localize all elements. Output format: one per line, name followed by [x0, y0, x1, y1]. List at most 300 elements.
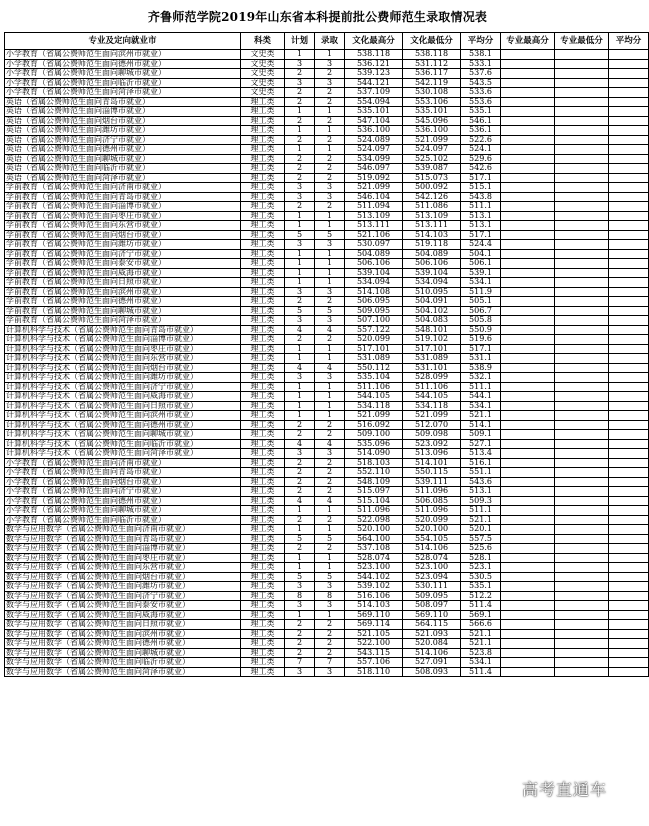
value-cell — [609, 449, 649, 459]
value-cell: 505.1 — [461, 297, 501, 307]
value-cell: 553.106 — [403, 97, 461, 107]
table-row — [5, 354, 649, 364]
value-cell — [501, 667, 555, 677]
table-row — [5, 259, 649, 269]
value-cell — [555, 430, 609, 440]
col-culture-avg: 平均分 — [461, 33, 501, 50]
value-cell: 1 — [315, 221, 345, 231]
value-cell: 521.1 — [461, 639, 501, 649]
value-cell: 文史类 — [241, 59, 285, 69]
value-cell: 506.106 — [345, 259, 403, 269]
value-cell — [555, 107, 609, 117]
value-cell — [609, 487, 649, 497]
value-cell: 536.100 — [403, 126, 461, 136]
value-cell: 546.1 — [461, 116, 501, 126]
major-cell: 小学教育（省属公费师范生面向烟台市就业） — [5, 477, 241, 487]
value-cell: 2 — [315, 515, 345, 525]
value-cell — [555, 610, 609, 620]
value-cell — [555, 316, 609, 326]
value-cell: 546.097 — [345, 164, 403, 174]
value-cell: 509.098 — [403, 430, 461, 440]
value-cell: 528.099 — [403, 373, 461, 383]
value-cell — [609, 50, 649, 60]
value-cell: 544.105 — [403, 392, 461, 402]
value-cell — [501, 420, 555, 430]
value-cell: 2 — [285, 629, 315, 639]
major-cell: 学前教育（省属公费师范生面向泰安市就业） — [5, 259, 241, 269]
value-cell: 506.106 — [403, 259, 461, 269]
value-cell: 523.8 — [461, 648, 501, 658]
major-cell: 计算机科学与技术（省属公费师范生面向滨州市就业） — [5, 411, 241, 421]
value-cell: 3 — [315, 316, 345, 326]
value-cell: 534.094 — [345, 278, 403, 288]
value-cell — [555, 50, 609, 60]
value-cell: 8 — [315, 591, 345, 601]
value-cell — [555, 278, 609, 288]
value-cell — [501, 468, 555, 478]
value-cell: 2 — [315, 116, 345, 126]
value-cell: 3 — [315, 287, 345, 297]
value-cell: 理工类 — [241, 601, 285, 611]
value-cell: 3 — [285, 667, 315, 677]
value-cell — [609, 240, 649, 250]
value-cell: 532.1 — [461, 373, 501, 383]
value-cell: 1 — [315, 145, 345, 155]
value-cell — [555, 88, 609, 98]
value-cell — [501, 458, 555, 468]
value-cell: 1 — [315, 610, 345, 620]
value-cell: 528.1 — [461, 553, 501, 563]
col-culture-min: 文化最低分 — [403, 33, 461, 50]
value-cell: 515.104 — [345, 496, 403, 506]
value-cell — [609, 268, 649, 278]
value-cell: 509.1 — [461, 430, 501, 440]
value-cell: 1 — [285, 563, 315, 573]
value-cell — [501, 259, 555, 269]
value-cell — [555, 173, 609, 183]
value-cell: 522.098 — [345, 515, 403, 525]
value-cell: 4 — [285, 363, 315, 373]
value-cell — [555, 639, 609, 649]
value-cell — [609, 306, 649, 316]
value-cell — [555, 230, 609, 240]
value-cell: 521.099 — [403, 411, 461, 421]
value-cell: 524.097 — [403, 145, 461, 155]
value-cell — [555, 439, 609, 449]
value-cell: 548.101 — [403, 325, 461, 335]
value-cell: 2 — [285, 135, 315, 145]
value-cell — [501, 287, 555, 297]
table-row — [5, 468, 649, 478]
value-cell: 1 — [315, 259, 345, 269]
value-cell: 539.1 — [461, 268, 501, 278]
value-cell — [555, 69, 609, 79]
value-cell: 理工类 — [241, 477, 285, 487]
value-cell: 2 — [315, 88, 345, 98]
value-cell — [501, 306, 555, 316]
table-body — [5, 50, 649, 677]
value-cell — [609, 477, 649, 487]
value-cell — [501, 107, 555, 117]
value-cell — [609, 116, 649, 126]
value-cell: 理工类 — [241, 173, 285, 183]
value-cell: 1 — [315, 553, 345, 563]
value-cell: 3 — [285, 240, 315, 250]
value-cell: 516.1 — [461, 458, 501, 468]
value-cell — [555, 553, 609, 563]
value-cell: 5 — [315, 534, 345, 544]
value-cell: 554.105 — [403, 534, 461, 544]
table-row — [5, 525, 649, 535]
major-cell: 学前教育（省属公费师范生面向聊城市就业） — [5, 306, 241, 316]
value-cell — [555, 221, 609, 231]
value-cell: 542.126 — [403, 192, 461, 202]
value-cell: 539.104 — [345, 268, 403, 278]
value-cell: 3 — [285, 287, 315, 297]
value-cell — [555, 259, 609, 269]
value-cell: 理工类 — [241, 278, 285, 288]
value-cell: 2 — [285, 297, 315, 307]
value-cell: 1 — [285, 50, 315, 60]
value-cell: 8 — [285, 591, 315, 601]
value-cell: 539.102 — [345, 582, 403, 592]
value-cell: 543.6 — [461, 477, 501, 487]
value-cell — [501, 525, 555, 535]
value-cell — [609, 88, 649, 98]
value-cell: 理工类 — [241, 610, 285, 620]
admission-table — [4, 32, 649, 677]
value-cell — [555, 648, 609, 658]
value-cell — [609, 78, 649, 88]
watermark: 高考直通车 — [521, 780, 607, 799]
value-cell: 2 — [315, 202, 345, 212]
value-cell: 550.115 — [403, 468, 461, 478]
value-cell: 理工类 — [241, 487, 285, 497]
value-cell: 2 — [315, 173, 345, 183]
value-cell: 510.095 — [403, 287, 461, 297]
value-cell — [501, 629, 555, 639]
value-cell — [501, 401, 555, 411]
value-cell: 513.096 — [403, 449, 461, 459]
major-cell: 计算机科学与技术（省属公费师范生面向聊城市就业） — [5, 430, 241, 440]
value-cell: 理工类 — [241, 287, 285, 297]
value-cell — [609, 97, 649, 107]
value-cell: 527.091 — [403, 658, 461, 668]
value-cell — [501, 154, 555, 164]
value-cell — [555, 582, 609, 592]
value-cell — [609, 373, 649, 383]
value-cell: 569.110 — [345, 610, 403, 620]
value-cell: 513.109 — [345, 211, 403, 221]
value-cell: 521.1 — [461, 629, 501, 639]
value-cell — [501, 563, 555, 573]
value-cell — [501, 145, 555, 155]
value-cell: 548.109 — [345, 477, 403, 487]
value-cell: 519.118 — [403, 240, 461, 250]
value-cell: 2 — [285, 154, 315, 164]
value-cell: 理工类 — [241, 268, 285, 278]
value-cell — [501, 487, 555, 497]
value-cell — [609, 183, 649, 193]
value-cell: 1 — [315, 211, 345, 221]
value-cell: 4 — [315, 496, 345, 506]
value-cell: 539.111 — [403, 477, 461, 487]
value-cell: 1 — [285, 525, 315, 535]
value-cell: 505.8 — [461, 316, 501, 326]
value-cell: 534.1 — [461, 401, 501, 411]
value-cell: 2 — [315, 629, 345, 639]
value-cell: 4 — [315, 363, 345, 373]
value-cell: 2 — [315, 468, 345, 478]
value-cell — [555, 59, 609, 69]
value-cell: 523.100 — [403, 563, 461, 573]
value-cell: 529.6 — [461, 154, 501, 164]
value-cell: 511.096 — [403, 506, 461, 516]
value-cell: 516.092 — [345, 420, 403, 430]
col-category: 科类 — [241, 33, 285, 50]
major-cell: 英语（省属公费师范生面向济宁市就业） — [5, 135, 241, 145]
value-cell: 553.6 — [461, 97, 501, 107]
value-cell — [609, 278, 649, 288]
table-row — [5, 126, 649, 136]
value-cell: 2 — [315, 544, 345, 554]
table-row — [5, 69, 649, 79]
value-cell — [555, 287, 609, 297]
value-cell — [501, 620, 555, 630]
value-cell: 3 — [315, 449, 345, 459]
value-cell — [609, 344, 649, 354]
value-cell: 1 — [315, 563, 345, 573]
value-cell: 理工类 — [241, 515, 285, 525]
value-cell — [609, 249, 649, 259]
value-cell: 554.094 — [345, 97, 403, 107]
table-row — [5, 88, 649, 98]
value-cell — [609, 563, 649, 573]
value-cell: 511.1 — [461, 202, 501, 212]
major-cell: 小学教育（省属公费师范生面向菏泽市就业） — [5, 88, 241, 98]
value-cell: 564.100 — [345, 534, 403, 544]
table-row — [5, 164, 649, 174]
value-cell: 理工类 — [241, 658, 285, 668]
value-cell: 527.1 — [461, 439, 501, 449]
value-cell: 512.070 — [403, 420, 461, 430]
value-cell: 理工类 — [241, 439, 285, 449]
value-cell: 2 — [285, 164, 315, 174]
value-cell — [555, 572, 609, 582]
value-cell: 504.102 — [403, 306, 461, 316]
value-cell — [501, 373, 555, 383]
table-row — [5, 544, 649, 554]
value-cell — [555, 544, 609, 554]
value-cell: 535.1 — [461, 582, 501, 592]
major-cell: 数学与应用数学（省属公费师范生面向淄博市就业） — [5, 544, 241, 554]
table-row — [5, 107, 649, 117]
value-cell: 5 — [285, 572, 315, 582]
major-cell: 学前教育（省属公费师范生面向日照市就业） — [5, 278, 241, 288]
value-cell — [609, 59, 649, 69]
major-cell: 英语（省属公费师范生面向菏泽市就业） — [5, 173, 241, 183]
major-cell: 计算机科学与技术（省属公费师范生面向青岛市就业） — [5, 325, 241, 335]
value-cell: 5 — [315, 572, 345, 582]
value-cell: 理工类 — [241, 145, 285, 155]
value-cell: 506.7 — [461, 306, 501, 316]
value-cell: 506.085 — [403, 496, 461, 506]
value-cell: 530.5 — [461, 572, 501, 582]
table-row — [5, 297, 649, 307]
value-cell: 538.118 — [345, 50, 403, 60]
value-cell — [609, 325, 649, 335]
value-cell: 536.117 — [403, 69, 461, 79]
value-cell: 534.1 — [461, 278, 501, 288]
value-cell: 1 — [315, 249, 345, 259]
value-cell — [501, 268, 555, 278]
value-cell — [555, 591, 609, 601]
table-row — [5, 373, 649, 383]
value-cell — [555, 297, 609, 307]
value-cell — [501, 477, 555, 487]
value-cell — [609, 202, 649, 212]
value-cell: 534.094 — [403, 278, 461, 288]
value-cell: 509.100 — [345, 430, 403, 440]
table-row — [5, 601, 649, 611]
value-cell: 2 — [285, 468, 315, 478]
value-cell — [609, 620, 649, 630]
value-cell: 1 — [285, 392, 315, 402]
value-cell: 569.1 — [461, 610, 501, 620]
value-cell: 1 — [285, 107, 315, 117]
value-cell: 1 — [285, 221, 315, 231]
major-cell: 小学教育（省属公费师范生面向德州市就业） — [5, 59, 241, 69]
value-cell — [609, 544, 649, 554]
value-cell — [555, 363, 609, 373]
value-cell: 521.099 — [345, 411, 403, 421]
value-cell: 520.084 — [403, 639, 461, 649]
value-cell: 514.101 — [403, 458, 461, 468]
value-cell: 504.089 — [345, 249, 403, 259]
value-cell: 理工类 — [241, 572, 285, 582]
value-cell — [501, 240, 555, 250]
value-cell: 理工类 — [241, 468, 285, 478]
value-cell: 理工类 — [241, 192, 285, 202]
value-cell — [501, 230, 555, 240]
value-cell — [609, 335, 649, 345]
value-cell: 2 — [315, 420, 345, 430]
value-cell: 2 — [315, 487, 345, 497]
value-cell: 530.108 — [403, 88, 461, 98]
major-cell: 英语（省属公费师范生面向聊城市就业） — [5, 154, 241, 164]
value-cell — [555, 667, 609, 677]
value-cell — [555, 629, 609, 639]
value-cell: 521.1 — [461, 411, 501, 421]
value-cell — [609, 259, 649, 269]
value-cell — [501, 363, 555, 373]
value-cell: 3 — [285, 316, 315, 326]
major-cell: 英语（省属公费师范生面向淄博市就业） — [5, 107, 241, 117]
value-cell: 515.1 — [461, 183, 501, 193]
major-cell: 学前教育（省属公费师范生面向滨州市就业） — [5, 287, 241, 297]
value-cell: 509.3 — [461, 496, 501, 506]
value-cell: 508.093 — [403, 667, 461, 677]
value-cell — [555, 468, 609, 478]
value-cell: 1 — [285, 506, 315, 516]
value-cell: 1 — [285, 278, 315, 288]
value-cell: 535.096 — [345, 439, 403, 449]
value-cell: 理工类 — [241, 164, 285, 174]
value-cell — [609, 69, 649, 79]
value-cell: 3 — [315, 582, 345, 592]
value-cell: 3 — [285, 183, 315, 193]
value-cell: 513.1 — [461, 487, 501, 497]
value-cell: 理工类 — [241, 363, 285, 373]
value-cell — [609, 496, 649, 506]
value-cell — [609, 316, 649, 326]
value-cell: 1 — [315, 50, 345, 60]
value-cell — [555, 401, 609, 411]
major-cell: 英语（省属公费师范生面向临沂市就业） — [5, 164, 241, 174]
value-cell: 理工类 — [241, 306, 285, 316]
major-cell: 数学与应用数学（省属公费师范生面向日照市就业） — [5, 620, 241, 630]
value-cell: 1 — [315, 278, 345, 288]
value-cell — [609, 430, 649, 440]
value-cell: 2 — [285, 458, 315, 468]
value-cell: 理工类 — [241, 325, 285, 335]
major-cell: 小学教育（省属公费师范生面向滨州市就业） — [5, 50, 241, 60]
major-cell: 小学教育（省属公费师范生面向临沂市就业） — [5, 515, 241, 525]
value-cell: 1 — [315, 382, 345, 392]
value-cell — [501, 316, 555, 326]
major-cell: 小学教育（省属公费师范生面向临沂市就业） — [5, 78, 241, 88]
value-cell: 504.1 — [461, 249, 501, 259]
value-cell: 520.100 — [403, 525, 461, 535]
value-cell: 534.099 — [345, 154, 403, 164]
major-cell: 小学教育（省属公费师范生面向青岛市就业） — [5, 468, 241, 478]
value-cell: 521.093 — [403, 629, 461, 639]
value-cell: 517.101 — [403, 344, 461, 354]
value-cell: 2 — [315, 477, 345, 487]
major-cell: 英语（省属公费师范生面向烟台市就业） — [5, 116, 241, 126]
value-cell: 511.1 — [461, 382, 501, 392]
value-cell: 514.106 — [403, 544, 461, 554]
value-cell: 3 — [285, 582, 315, 592]
value-cell: 3 — [315, 59, 345, 69]
major-cell: 数学与应用数学（省属公费师范生面向菏泽市就业） — [5, 667, 241, 677]
value-cell — [609, 211, 649, 221]
value-cell: 5 — [315, 230, 345, 240]
major-cell: 数学与应用数学（省属公费师范生面向临沂市就业） — [5, 658, 241, 668]
value-cell: 1 — [285, 401, 315, 411]
table-row — [5, 392, 649, 402]
value-cell: 理工类 — [241, 525, 285, 535]
value-cell — [555, 392, 609, 402]
value-cell: 506.095 — [345, 297, 403, 307]
value-cell: 7 — [315, 658, 345, 668]
value-cell: 2 — [315, 69, 345, 79]
value-cell: 理工类 — [241, 202, 285, 212]
value-cell: 544.105 — [345, 392, 403, 402]
major-cell: 学前教育（省属公费师范生面向菏泽市就业） — [5, 316, 241, 326]
value-cell — [555, 202, 609, 212]
major-cell: 学前教育（省属公费师范生面向威海市就业） — [5, 268, 241, 278]
value-cell: 2 — [285, 202, 315, 212]
value-cell: 2 — [315, 648, 345, 658]
value-cell — [501, 411, 555, 421]
value-cell: 理工类 — [241, 107, 285, 117]
value-cell — [501, 534, 555, 544]
value-cell: 513.111 — [345, 221, 403, 231]
value-cell: 理工类 — [241, 544, 285, 554]
value-cell — [501, 382, 555, 392]
value-cell: 3 — [285, 373, 315, 383]
